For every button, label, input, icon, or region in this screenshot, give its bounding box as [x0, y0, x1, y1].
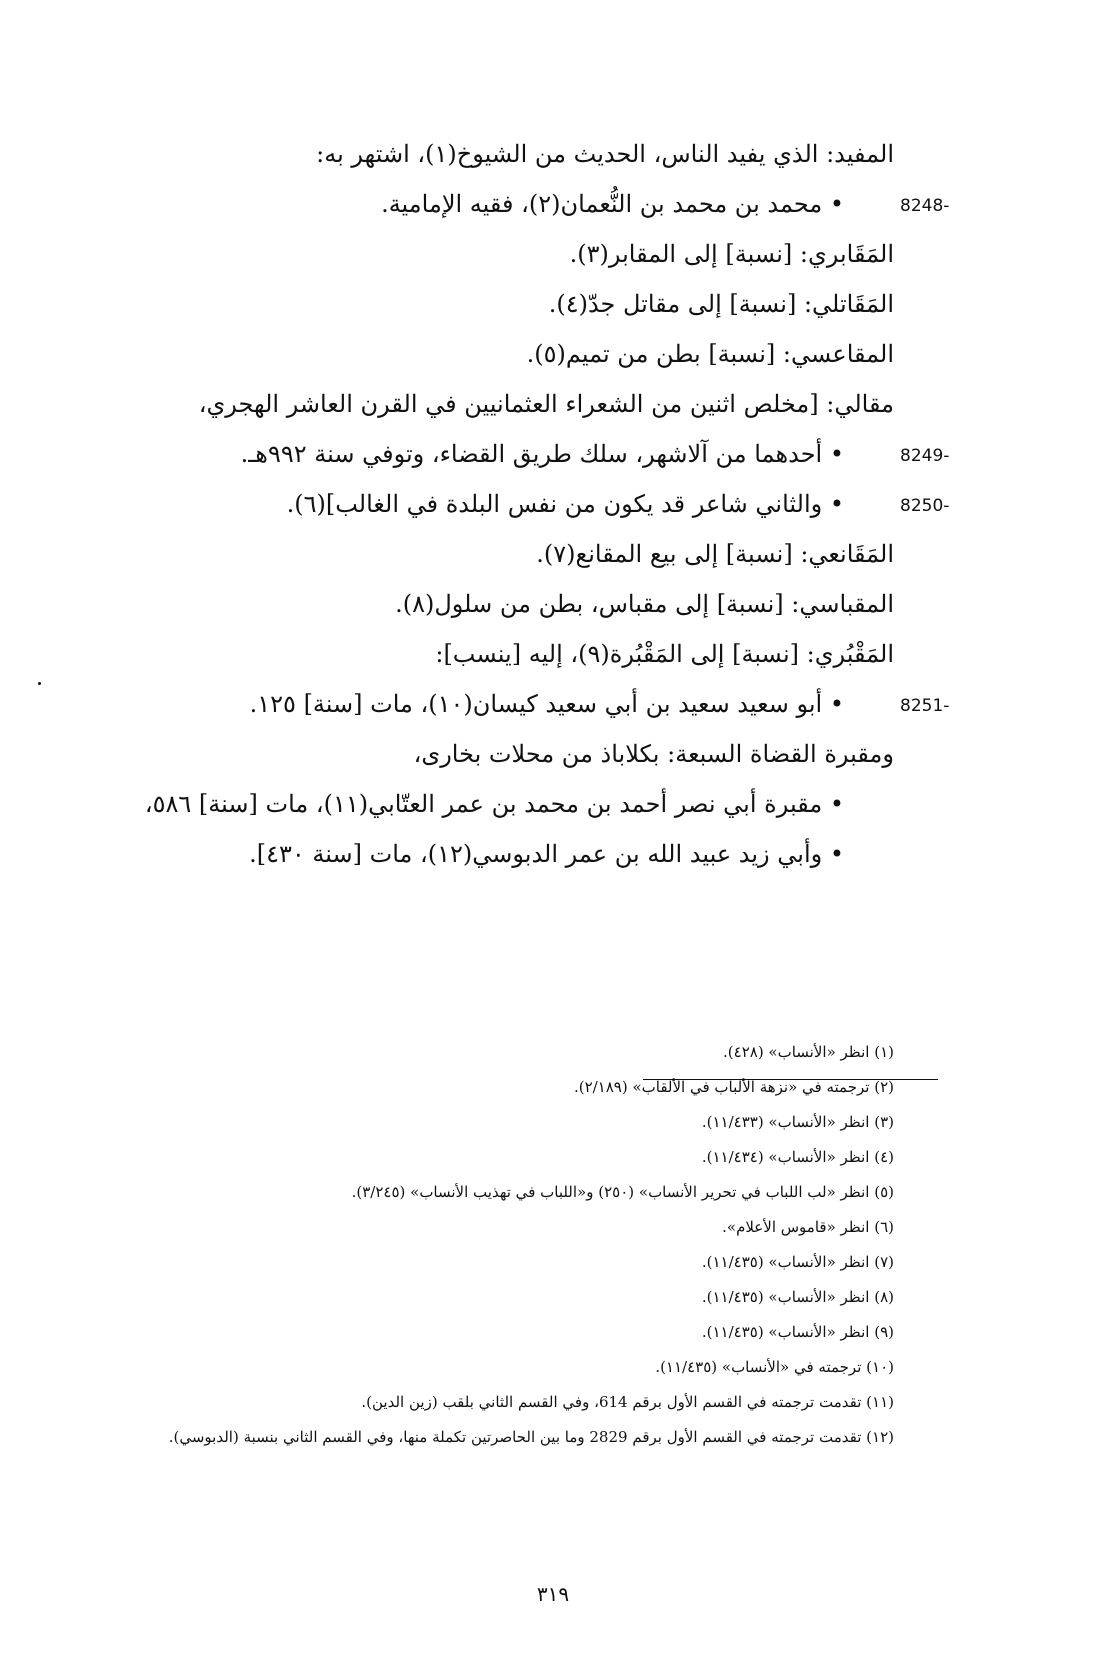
footnote: (١٠) ترجمته في «الأنساب» (١١/٤٣٥). [655, 1358, 894, 1376]
text-line: المَقَابري: [نسبة] إلى المقابر(٣). [569, 240, 894, 268]
text-line: • وأبي زيد عبيد الله بن عمر الدبوسي(١٢)، مات [سنة ٤٣٠]. [249, 840, 844, 868]
footnote: (١) انظر «الأنساب» (٤٢٨). [723, 1043, 894, 1061]
text-line: • والثاني شاعر قد يكون من نفس البلدة في الغالب](٦). [286, 490, 844, 518]
footnote: (٢) ترجمته في «نزهة الألباب في الألقاب» (٢/١٨٩). [573, 1078, 894, 1096]
page-number: ٣١٩ [536, 1582, 570, 1606]
text-line: المَقَاتلي: [نسبة] إلى مقاتل جدّ(٤). [548, 290, 894, 318]
text-line: • محمد بن محمد بن النُّعمان(٢)، فقيه الإمامية. [381, 190, 844, 218]
entry-number: 8249- [900, 446, 950, 466]
entry-number: 8251- [900, 696, 950, 716]
footnote: (٧) انظر «الأنساب» (١١/٤٣٥). [701, 1253, 894, 1271]
footnote: (٦) انظر «قاموس الأعلام». [722, 1218, 894, 1236]
footnote: (٣) انظر «الأنساب» (١١/٤٣٣). [701, 1113, 894, 1131]
footnote: (٩) انظر «الأنساب» (١١/٤٣٥). [701, 1323, 894, 1341]
text-line: المَقَانعي: [نسبة] إلى بيع المقانع(٧). [536, 540, 894, 568]
text-line: • مقبرة أبي نصر أحمد بن محمد بن عمر العتّابي(١١)، مات [سنة] ٥٨٦، [144, 790, 844, 818]
footnote: (١١) تقدمت ترجمته في القسم الأول برقم 614، وفي القسم الثاني بلقب (زين الدين). [361, 1393, 894, 1411]
footnote: (٨) انظر «الأنساب» (١١/٤٣٥). [701, 1288, 894, 1306]
text-line: مقالي: [مخلص اثنين من الشعراء العثمانيين في القرن العاشر الهجري، [198, 390, 894, 418]
footnote: (١٢) تقدمت ترجمته في القسم الأول برقم 2829 وما بين الحاصرتين تكملة منها، وفي القسم الثاني بنسبة (الدبوسي). [168, 1428, 894, 1446]
entry-number: 8248- [900, 196, 950, 216]
text-line: المقاعسي: [نسبة] بطن من تميم(٥). [526, 340, 894, 368]
stray-mark [38, 682, 41, 685]
text-line: • أحدهما من آلاشهر، سلك طريق القضاء، وتوفي سنة ٩٩٢هـ. [240, 440, 844, 468]
text-line: ومقبرة القضاة السبعة: بكلاباذ من محلات بخارى، [413, 740, 894, 768]
text-line: المَقْبُري: [نسبة] إلى المَقْبُرة(٩)، إليه [ينسب]: [435, 640, 894, 668]
text-line: المفيد: الذي يفيد الناس، الحديث من الشيوخ(١)، اشتهر به: [316, 140, 894, 168]
entry-number: 8250- [900, 496, 950, 516]
text-line: • أبو سعيد سعيد بن أبي سعيد كيسان(١٠)، مات [سنة] ١٢٥. [249, 690, 844, 718]
text-line: المقباسي: [نسبة] إلى مقباس، بطن من سلول(٨). [395, 590, 894, 618]
footnote: (٤) انظر «الأنساب» (١١/٤٣٤). [701, 1148, 894, 1166]
footnote: (٥) انظر «لب اللباب في تحرير الأنساب» (٢٥٠) و«اللباب في تهذيب الأنساب» (٣/٢٤٥). [351, 1183, 894, 1201]
